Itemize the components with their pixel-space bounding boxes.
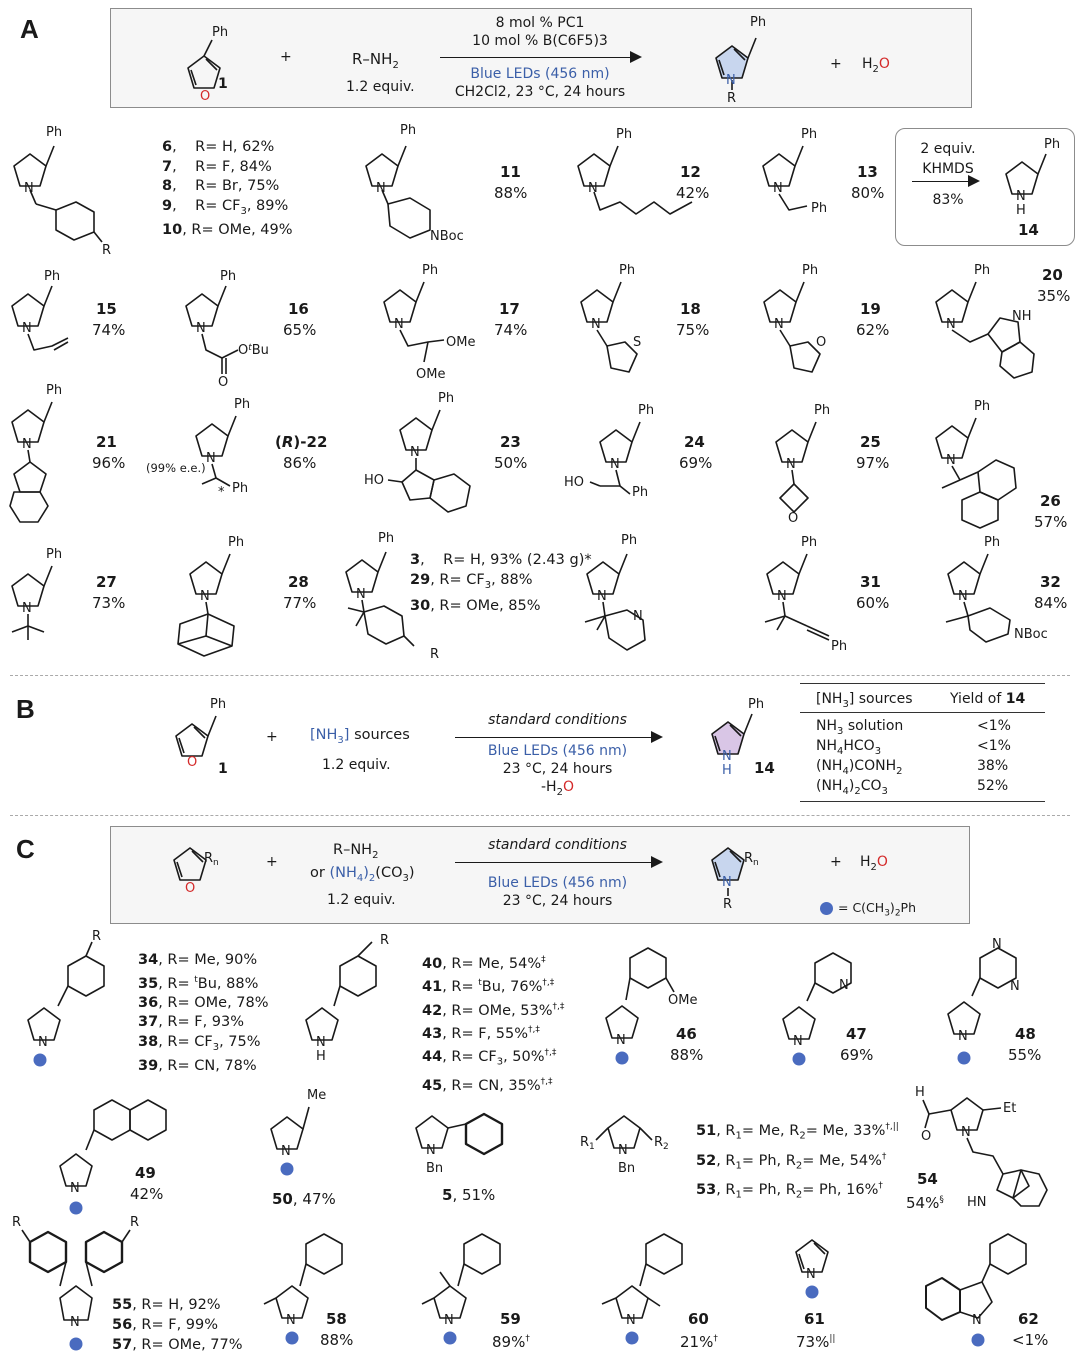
table-row-1-yield: <1% <box>977 718 1011 734</box>
compound-62-yield: <1% <box>1012 1331 1049 1349</box>
compound-22-ee: (99% e.e.) <box>146 461 206 475</box>
svg-text:Ph: Ph <box>974 263 991 278</box>
compound-25-num: 25 <box>860 433 881 451</box>
svg-text:Ph: Ph <box>632 485 649 500</box>
svg-text:Ph: Ph <box>400 123 417 138</box>
svg-text:NBoc: NBoc <box>1014 627 1048 642</box>
svg-text:N: N <box>786 457 796 472</box>
reaction-arrow-b <box>455 737 651 738</box>
compound-33-num: 32 <box>1040 573 1061 591</box>
svg-text:N: N <box>444 1313 454 1328</box>
compound-46-num: 46 <box>676 1025 697 1043</box>
furan-label: 1 <box>218 76 228 92</box>
product-14-b: 14 <box>754 759 775 777</box>
compound-21-structure <box>6 378 96 528</box>
cond-b-4: $-H_2O$ <box>541 779 574 798</box>
compound-18-yield: 75% <box>676 321 710 339</box>
compound-15-yield: 74% <box>92 321 126 339</box>
compound-32-num: 31 <box>860 573 881 591</box>
compound-20-num: 20 <box>1042 266 1063 284</box>
svg-text:R1: $R_1$ <box>580 1135 595 1152</box>
water-c: $H_2O$ <box>860 854 888 873</box>
compound-28-yield: 77% <box>283 594 317 612</box>
compound-22-yield: 86% <box>283 454 317 472</box>
panel-label-c: C <box>16 834 35 864</box>
plus-sign-2: + <box>830 56 842 72</box>
compound-50-structure <box>265 1085 355 1180</box>
svg-text:Ph: Ph <box>228 535 245 550</box>
compound-61-num: 61 <box>804 1310 825 1328</box>
table-row-2-yield: <1% <box>977 738 1011 754</box>
svg-text:N: N <box>618 1143 628 1158</box>
compound-11-num: 11 <box>500 163 521 181</box>
compound-11-structure <box>330 118 480 258</box>
table-row-4-source: $(NH_4)_2CO_3$ <box>816 778 888 797</box>
compound-17-structure <box>378 258 488 386</box>
svg-text:Ph: Ph <box>984 535 1001 550</box>
svg-text:N: N <box>281 1144 291 1159</box>
svg-text:Ph: Ph <box>619 263 636 278</box>
compound-58-yield: 88% <box>320 1331 354 1349</box>
table-row-4-yield: 52% <box>977 778 1009 794</box>
khmds-cond-1: 2 equiv. <box>920 141 976 157</box>
compound-49-yield: 42% <box>130 1185 164 1203</box>
table-row-3-source: $(NH_4)CONH_2$ <box>816 758 903 777</box>
blue-dot-legend-icon <box>820 902 833 915</box>
compound-5-label: 5, 51% <box>442 1186 496 1204</box>
amine-c: $R-NH_2$ <box>333 842 379 861</box>
plus-c: + <box>266 854 278 870</box>
pyrrole-product <box>700 10 790 105</box>
nh3-sources: $[NH_3]$ sources <box>310 727 410 746</box>
compound-21-yield: 96% <box>92 454 126 472</box>
compound-14-structure <box>1000 130 1072 220</box>
compound-59-yield: 89%† <box>492 1333 530 1351</box>
svg-text:Bn: Bn <box>426 1161 444 1176</box>
svg-text:N: N <box>961 1125 971 1140</box>
khmds-yield: 83% <box>932 192 964 208</box>
svg-text:N: N <box>722 749 732 764</box>
compound-13-num: 13 <box>857 163 878 181</box>
svg-text:Ph: Ph <box>638 403 655 418</box>
compound-31-structure <box>575 530 685 660</box>
compound-15-structure <box>6 262 96 372</box>
cond-b-3: 23 °C, 24 hours <box>502 761 613 777</box>
svg-text:H: H <box>316 1049 326 1064</box>
table-mid-rule <box>800 712 1045 713</box>
svg-text:O: O <box>921 1129 932 1144</box>
compound-12-yield: 42% <box>676 184 710 202</box>
compound-61-structure <box>790 1228 850 1308</box>
compound-19-num: 19 <box>860 300 881 318</box>
compound-5-structure <box>410 1100 530 1180</box>
svg-text:Ph: Ph <box>232 481 249 496</box>
svg-text:O: O <box>218 375 229 390</box>
furan-b-label: 1 <box>218 761 228 777</box>
svg-text:N: N <box>394 317 404 332</box>
svg-text:N: N <box>22 437 32 452</box>
table-head-yield: Yield of 14 <box>950 691 1026 707</box>
svg-text:N: N <box>1010 979 1020 994</box>
compound-18-num: 18 <box>680 300 701 318</box>
svg-text:N: N <box>616 1033 626 1048</box>
khmds-arrow-head <box>968 175 980 187</box>
svg-text:N: N <box>839 978 849 993</box>
compound-59-num: 59 <box>500 1310 521 1328</box>
compound-54-num: 54 <box>917 1170 938 1188</box>
svg-text:N: N <box>70 1315 80 1330</box>
arrow-head-a <box>630 51 642 63</box>
panel-label-b: B <box>16 694 35 724</box>
svg-text:Ph: Ph <box>234 397 251 412</box>
svg-text:O: O <box>200 89 211 104</box>
compound-26-yield: 57% <box>1034 513 1068 531</box>
svg-text:N: N <box>1016 189 1026 204</box>
svg-text:N: N <box>591 317 601 332</box>
svg-text:R: R <box>12 1215 22 1230</box>
svg-text:N: N <box>946 453 956 468</box>
svg-text:N: N <box>410 445 420 460</box>
svg-text:R: R <box>723 897 733 912</box>
svg-text:Ph: Ph <box>974 399 991 414</box>
svg-text:Ph: Ph <box>46 383 63 398</box>
compound-19-structure <box>758 258 858 383</box>
compound-32-yield: 60% <box>856 594 890 612</box>
svg-text:Ph: Ph <box>750 15 767 30</box>
compound-27-yield: 73% <box>92 594 126 612</box>
svg-text:NH: NH <box>1012 309 1032 324</box>
compound-19-yield: 62% <box>856 321 890 339</box>
svg-text:N: N <box>633 609 643 624</box>
svg-text:R2: $R_2$ <box>654 1135 669 1152</box>
svg-text:R: R <box>130 1215 140 1230</box>
svg-text:Ph: Ph <box>802 263 819 278</box>
compound-18-structure <box>575 258 675 383</box>
svg-text:Et: Et <box>1003 1101 1017 1116</box>
svg-text:HN: HN <box>967 1195 987 1210</box>
svg-text:N: N <box>958 1029 968 1044</box>
compound-40-45-structure <box>300 930 400 1064</box>
compound-20-yield: 35% <box>1037 287 1071 305</box>
amine-equiv: 1.2 equiv. <box>346 79 415 95</box>
svg-text:Ph: Ph <box>422 263 439 278</box>
svg-text:R: R <box>727 91 737 106</box>
compound-58-num: 58 <box>326 1310 347 1328</box>
compound-62-num: 62 <box>1018 1310 1039 1328</box>
cond-b-1: standard conditions <box>488 712 627 728</box>
compound-24-structure <box>560 398 680 508</box>
svg-text:N: N <box>777 589 787 604</box>
svg-text:N: N <box>726 73 736 88</box>
svg-text:O: O <box>187 755 198 770</box>
table-bottom-rule <box>800 801 1045 802</box>
compound-60-structure <box>592 1220 702 1345</box>
svg-text:Ph: Ph <box>378 531 395 546</box>
reaction-arrow-c <box>455 862 651 863</box>
compound-61-yield: 73%|| <box>796 1333 836 1351</box>
compound-40-45-list: 40, R= Me, 54%‡ 41, R= $^t$Bu, 76%†,‡ 42, R= OMe, 53%†,‡ 43, R= F, 55%†,‡ 44, $R= CF_3$, 50%†,‡ 45, R= CN, 35%†,‡ <box>422 955 565 1094</box>
svg-text:H: H <box>915 1085 925 1100</box>
table-row-3-yield: 38% <box>977 758 1009 774</box>
svg-text:N: N <box>722 875 732 890</box>
compound-23-structure <box>360 386 480 526</box>
compound-28-num: 28 <box>288 573 309 591</box>
compound-54-yield: 54%§ <box>906 1194 944 1212</box>
compound-60-yield: 21%† <box>680 1333 718 1351</box>
compound-24-yield: 69% <box>679 454 713 472</box>
amine-reagent: $R-NH_2$ <box>352 50 399 71</box>
reaction-arrow-a <box>440 57 630 58</box>
svg-text:Ph: Ph <box>811 201 828 216</box>
svg-text:N: N <box>946 317 956 332</box>
compound-17-yield: 74% <box>494 321 528 339</box>
cond-a-4: CH2Cl2, 23 °C, 24 hours <box>454 84 626 100</box>
svg-text:N: N <box>24 181 34 196</box>
svg-text:Ph: Ph <box>46 547 63 562</box>
svg-text:OMe: OMe <box>416 367 446 382</box>
svg-text:N: N <box>196 321 206 336</box>
compound-6-10-structure <box>8 118 118 258</box>
compound-23-yield: 50% <box>494 454 528 472</box>
compound-11-yield: 88% <box>494 184 528 202</box>
svg-text:R: R <box>430 647 440 662</box>
plus-b: + <box>266 729 278 745</box>
compound-60-num: 60 <box>688 1310 709 1328</box>
svg-text:H: H <box>1016 203 1026 218</box>
plus-sign: + <box>280 49 292 65</box>
svg-text:N: N <box>972 1313 982 1328</box>
svg-text:Ph: Ph <box>814 403 831 418</box>
svg-text:N: N <box>200 589 210 604</box>
compound-13-yield: 80% <box>851 184 885 202</box>
svg-text:N: N <box>626 1313 636 1328</box>
svg-text:N: N <box>426 1143 436 1158</box>
svg-text:Ph: Ph <box>210 697 227 712</box>
svg-text:Ph: Ph <box>220 269 237 284</box>
divider-b-c <box>10 815 1070 816</box>
svg-text:N: N <box>286 1313 296 1328</box>
svg-text:N: N <box>958 589 968 604</box>
compound-3-30-list: 3, R= H, 93% (2.43 g)* 29, $R= CF_3$, 88% 30, R= OMe, 85% <box>410 552 592 614</box>
panel-label-a: A <box>20 14 39 44</box>
compound-27-structure <box>6 542 96 642</box>
svg-text:N: N <box>773 181 783 196</box>
compound-15-num: 15 <box>96 300 117 318</box>
svg-text:HO: HO <box>564 475 585 490</box>
svg-text:N: N <box>588 181 598 196</box>
svg-text:S: S <box>633 335 642 350</box>
svg-text:Ph: Ph <box>616 127 633 142</box>
svg-text:N: N <box>206 451 216 466</box>
cond-c-1: standard conditions <box>488 837 627 853</box>
compound-34-39-list: 34, R= Me, 90% 35, R= $^t$Bu, 88% 36, R= OMe, 78% 37, R= F, 93% 38, $R= CF_3$, 75% 39, R= CN, 78% <box>138 952 269 1075</box>
compound-28-structure <box>170 530 280 660</box>
arrow-head-b <box>651 731 663 743</box>
compound-59-structure <box>410 1220 510 1345</box>
compound-17-num: 17 <box>499 300 520 318</box>
compound-55-57-list: 55, R= H, 92% 56, R= F, 99% 57, R= OMe, 77% <box>112 1297 243 1353</box>
svg-text:OMe: OMe <box>446 335 476 350</box>
table-head-source: $[NH_3]$ sources <box>816 691 913 710</box>
compound-14-num: 14 <box>1018 221 1039 239</box>
furan-structure <box>160 18 240 104</box>
svg-text:Ph: Ph <box>44 269 61 284</box>
compound-51-53-structure <box>578 1100 693 1180</box>
furan-b-structure <box>160 690 240 776</box>
khmds-arrow <box>912 181 970 182</box>
compound-13-structure <box>755 122 845 222</box>
svg-text:Ph: Ph <box>801 535 818 550</box>
compound-22-structure <box>182 392 282 502</box>
svg-text:N: N <box>774 317 784 332</box>
compound-58-structure <box>262 1220 362 1345</box>
cond-b-2: Blue LEDs (456 nm) <box>487 743 628 759</box>
compound-16-structure <box>180 262 290 390</box>
svg-text:N: N <box>992 937 1002 952</box>
svg-text:N: N <box>38 1035 48 1050</box>
furan-c-structure <box>160 830 240 900</box>
compound-23-num: 23 <box>500 433 521 451</box>
svg-text:HO: HO <box>364 473 385 488</box>
svg-text:Rn: $R_n$ <box>744 851 759 868</box>
svg-text:Ph: Ph <box>46 125 63 140</box>
svg-text:N: N <box>597 589 607 604</box>
compound-12-num: 12 <box>680 163 701 181</box>
cond-a-3: Blue LEDs (456 nm) <box>470 66 610 82</box>
svg-text:N: N <box>70 1181 80 1196</box>
blue-dot-legend: = $C(CH_3)_2Ph$ <box>838 900 917 919</box>
svg-text:N: N <box>22 601 32 616</box>
svg-text:NBoc: NBoc <box>430 229 464 244</box>
amine-c-equiv: 1.2 equiv. <box>327 892 396 908</box>
svg-text:R: R <box>92 929 102 944</box>
svg-text:OMe: OMe <box>668 993 698 1008</box>
svg-text:N: N <box>22 321 32 336</box>
svg-text:N: N <box>806 1267 816 1282</box>
svg-text:N: N <box>316 1035 326 1050</box>
compound-47-yield: 69% <box>840 1046 874 1064</box>
compound-16-num: 16 <box>288 300 309 318</box>
compound-25-structure <box>770 398 860 528</box>
svg-text:Ph: Ph <box>831 639 848 654</box>
compound-47-num: 47 <box>846 1025 867 1043</box>
khmds-cond-2: KHMDS <box>922 161 974 177</box>
cond-a-2: 10 mol % B(C6F5)3 <box>472 33 608 49</box>
svg-text:Ph: Ph <box>1044 137 1061 152</box>
table-top-rule <box>800 683 1045 684</box>
compound-33-yield: 84% <box>1034 594 1068 612</box>
compound-49-num: 49 <box>135 1164 156 1182</box>
compound-6-10-list: 6, R= H, 62% 7, R= F, 84% 8, R= Br, 75% 9, $R= CF_3$, 89% 10, R= OMe, 49% <box>162 139 293 238</box>
compound-48-yield: 55% <box>1008 1046 1042 1064</box>
svg-text:Me: Me <box>307 1088 327 1103</box>
compound-46-yield: 88% <box>670 1046 704 1064</box>
svg-text:Ph: Ph <box>748 697 765 712</box>
svg-text:Ph: Ph <box>621 533 638 548</box>
compound-25-yield: 97% <box>856 454 890 472</box>
table-row-1-source: $NH_3$ solution <box>816 718 904 737</box>
water-product: $H_2O$ <box>862 56 890 75</box>
svg-text:O: O <box>788 511 799 526</box>
svg-text:R: R <box>380 933 390 948</box>
compound-34-39-structure <box>18 930 118 1070</box>
compound-48-num: 48 <box>1015 1025 1036 1043</box>
divider-a-b <box>10 675 1070 676</box>
cond-a-1: 8 mol % PC1 <box>495 15 585 31</box>
compound-50-label: 50, 47% <box>272 1190 336 1208</box>
svg-text:Ph: Ph <box>212 25 229 40</box>
pyrrole-c-product <box>700 830 780 914</box>
compound-22-num: (R)-22 <box>275 433 328 451</box>
svg-text:N: N <box>356 587 366 602</box>
compound-16-yield: 65% <box>283 321 317 339</box>
compound-24-num: 24 <box>684 433 705 451</box>
amine-c-alt: or $(NH_4)_2(CO_3)$ <box>310 865 415 884</box>
svg-text:N: N <box>610 457 620 472</box>
cond-c-3: 23 °C, 24 hours <box>502 893 613 909</box>
svg-text:Rn: $R_n$ <box>204 851 219 868</box>
svg-text:Bn: Bn <box>618 1161 636 1176</box>
cond-c-2: Blue LEDs (456 nm) <box>487 875 628 891</box>
compound-26-num: 26 <box>1040 492 1061 510</box>
svg-text:*: * <box>218 485 225 500</box>
compound-51-53-list: 51, $R_1= Me$, $R_2= Me$, 33%†,|| 52, $R_1= Ph$, $R_2= Me$, 54%† 53, $R_1= Ph$, $R_2= Ph$, 16%† <box>696 1122 899 1202</box>
svg-text:R: R <box>102 243 112 258</box>
svg-text:Ph: Ph <box>438 391 455 406</box>
svg-text:O: O <box>816 335 827 350</box>
svg-text:N: N <box>793 1034 803 1049</box>
svg-text:Ph: Ph <box>801 127 818 142</box>
plus-c-2: + <box>830 854 842 870</box>
compound-21-num: 21 <box>96 433 117 451</box>
svg-text:N: N <box>376 181 386 196</box>
arrow-head-c <box>651 856 663 868</box>
svg-text:OtBu: $O^tBu$ <box>238 343 269 358</box>
nh3-equiv: 1.2 equiv. <box>322 757 391 773</box>
svg-text:H: H <box>722 763 732 778</box>
compound-32-structure <box>755 530 865 660</box>
table-row-2-source: $NH_4HCO_3$ <box>816 738 882 757</box>
svg-text:O: O <box>185 881 196 896</box>
compound-27-num: 27 <box>96 573 117 591</box>
